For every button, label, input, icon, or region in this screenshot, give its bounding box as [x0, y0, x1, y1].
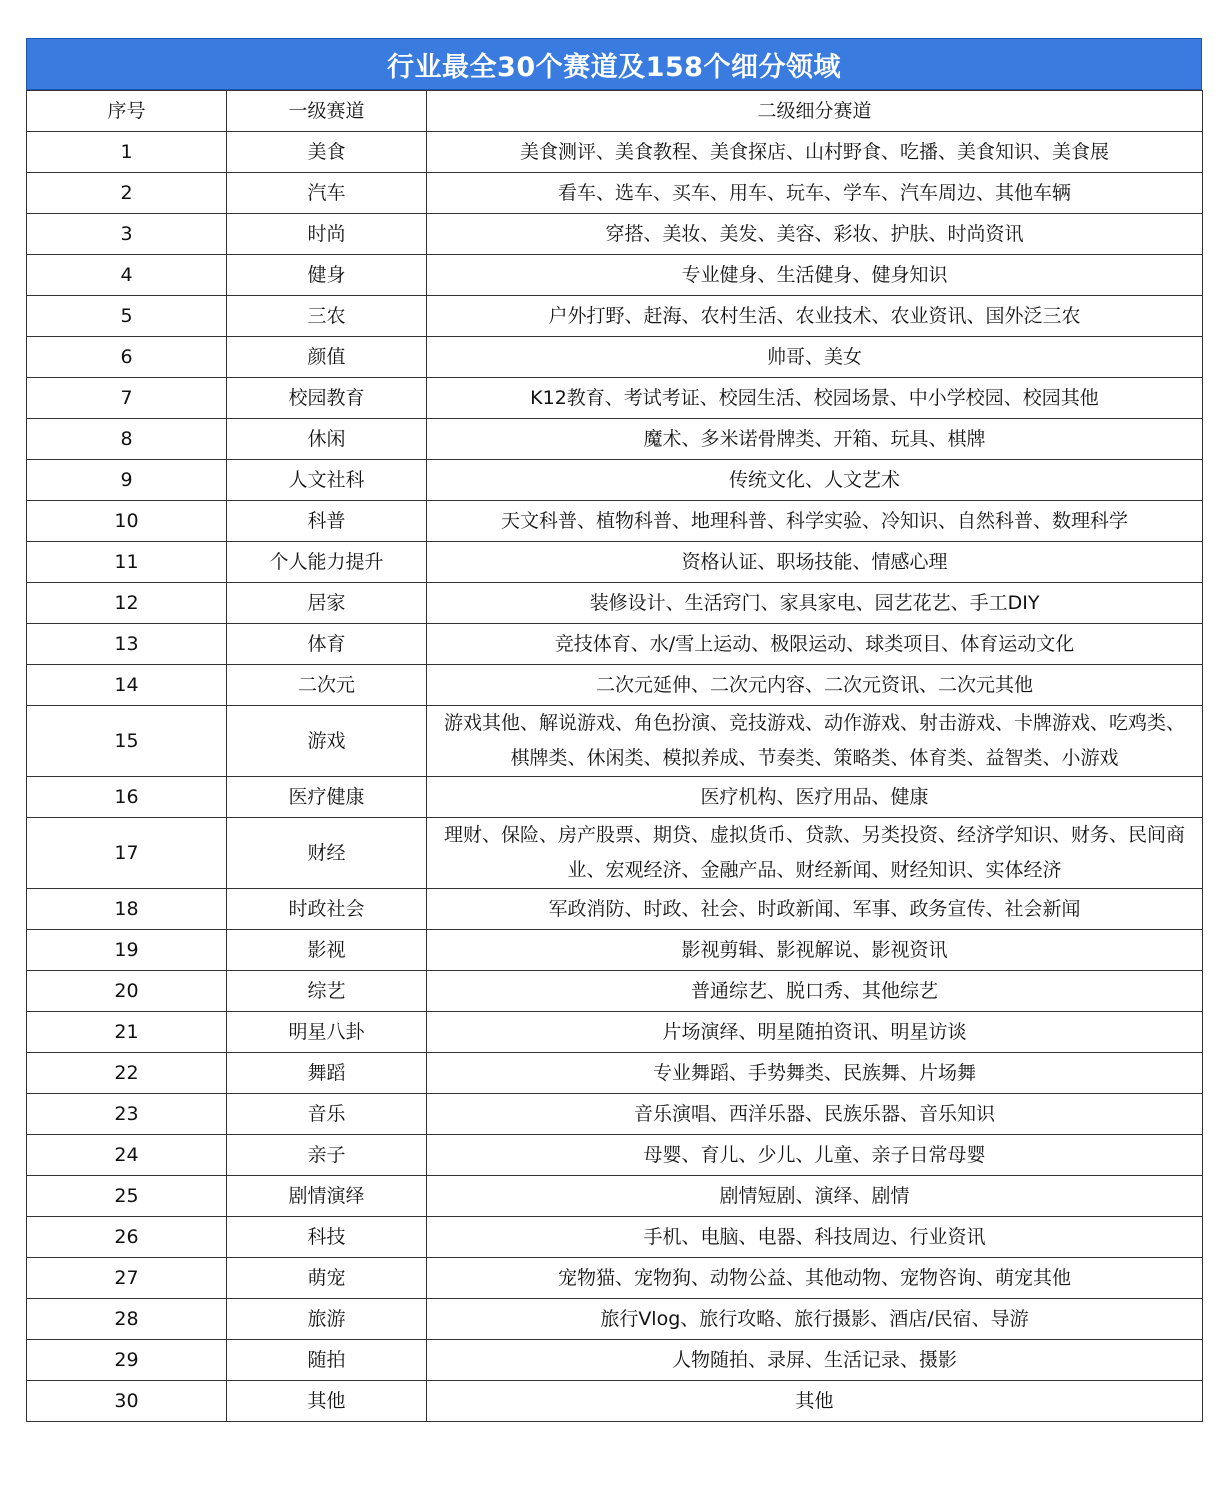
row-subtracks: 魔术、多米诺骨牌类、开箱、玩具、棋牌 — [427, 419, 1203, 460]
row-index: 30 — [27, 1381, 227, 1422]
header-track: 一级赛道 — [227, 91, 427, 132]
row-index: 6 — [27, 337, 227, 378]
row-subtracks: 其他 — [427, 1381, 1203, 1422]
row-index: 27 — [27, 1258, 227, 1299]
row-track: 明星八卦 — [227, 1012, 427, 1053]
row-track: 时政社会 — [227, 889, 427, 930]
row-track: 个人能力提升 — [227, 542, 427, 583]
row-track: 二次元 — [227, 665, 427, 706]
header-index: 序号 — [27, 91, 227, 132]
table-row — [27, 1135, 1203, 1176]
row-track: 财经 — [227, 818, 427, 889]
row-track: 人文社科 — [227, 460, 427, 501]
row-index: 4 — [27, 255, 227, 296]
row-subtracks: K12教育、考试考证、校园生活、校园场景、中小学校园、校园其他 — [427, 378, 1203, 419]
row-subtracks: 传统文化、人文艺术 — [427, 460, 1203, 501]
table-row — [27, 378, 1203, 419]
row-index: 2 — [27, 173, 227, 214]
row-index: 19 — [27, 930, 227, 971]
row-index: 3 — [27, 214, 227, 255]
row-subtracks: 手机、电脑、电器、科技周边、行业资讯 — [427, 1217, 1203, 1258]
header-subtrack: 二级细分赛道 — [427, 91, 1203, 132]
row-track: 舞蹈 — [227, 1053, 427, 1094]
row-track: 旅游 — [227, 1299, 427, 1340]
table-row — [27, 1012, 1203, 1053]
table-row — [27, 1176, 1203, 1217]
row-subtracks: 军政消防、时政、社会、时政新闻、军事、政务宣传、社会新闻 — [427, 889, 1203, 930]
table-row — [27, 818, 1203, 889]
row-track: 亲子 — [227, 1135, 427, 1176]
table-row — [27, 889, 1203, 930]
table-row — [27, 624, 1203, 665]
row-track: 游戏 — [227, 706, 427, 777]
row-subtracks: 旅行Vlog、旅行攻略、旅行摄影、酒店/民宿、导游 — [427, 1299, 1203, 1340]
row-subtracks: 宠物猫、宠物狗、动物公益、其他动物、宠物咨询、萌宠其他 — [427, 1258, 1203, 1299]
row-track: 体育 — [227, 624, 427, 665]
row-subtracks: 音乐演唱、西洋乐器、民族乐器、音乐知识 — [427, 1094, 1203, 1135]
row-subtracks: 二次元延伸、二次元内容、二次元资讯、二次元其他 — [427, 665, 1203, 706]
table-row — [27, 132, 1203, 173]
row-index: 22 — [27, 1053, 227, 1094]
row-track: 随拍 — [227, 1340, 427, 1381]
table-row — [27, 542, 1203, 583]
row-track: 健身 — [227, 255, 427, 296]
row-subtracks: 理财、保险、房产股票、期贷、虚拟货币、贷款、另类投资、经济学知识、财务、民间商业、宏观经济、金融产品、财经新闻、财经知识、实体经济 — [427, 818, 1203, 889]
category-table — [26, 38, 1202, 1422]
row-subtracks: 帅哥、美女 — [427, 337, 1203, 378]
table-row — [27, 706, 1203, 777]
row-subtracks: 片场演绎、明星随拍资讯、明星访谈 — [427, 1012, 1203, 1053]
row-index: 5 — [27, 296, 227, 337]
row-index: 18 — [27, 889, 227, 930]
row-track: 科技 — [227, 1217, 427, 1258]
row-index: 17 — [27, 818, 227, 889]
table-body — [27, 132, 1203, 1422]
row-subtracks: 医疗机构、医疗用品、健康 — [427, 777, 1203, 818]
row-track: 综艺 — [227, 971, 427, 1012]
row-subtracks: 专业舞蹈、手势舞类、民族舞、片场舞 — [427, 1053, 1203, 1094]
row-index: 11 — [27, 542, 227, 583]
row-subtracks: 影视剪辑、影视解说、影视资讯 — [427, 930, 1203, 971]
row-track: 影视 — [227, 930, 427, 971]
table-row — [27, 296, 1203, 337]
table-row — [27, 583, 1203, 624]
row-index: 24 — [27, 1135, 227, 1176]
row-track: 颜值 — [227, 337, 427, 378]
table-row — [27, 255, 1203, 296]
row-index: 15 — [27, 706, 227, 777]
row-track: 居家 — [227, 583, 427, 624]
row-index: 13 — [27, 624, 227, 665]
row-track: 医疗健康 — [227, 777, 427, 818]
row-track: 音乐 — [227, 1094, 427, 1135]
row-track: 其他 — [227, 1381, 427, 1422]
row-subtracks: 母婴、育儿、少儿、儿童、亲子日常母婴 — [427, 1135, 1203, 1176]
row-track: 美食 — [227, 132, 427, 173]
row-track: 时尚 — [227, 214, 427, 255]
table-row — [27, 460, 1203, 501]
row-index: 9 — [27, 460, 227, 501]
table-title: 行业最全30个赛道及158个细分领域 — [26, 38, 1202, 90]
table-row — [27, 337, 1203, 378]
row-subtracks: 穿搭、美妆、美发、美容、彩妆、护肤、时尚资讯 — [427, 214, 1203, 255]
row-track: 休闲 — [227, 419, 427, 460]
table-row — [27, 1340, 1203, 1381]
table-row — [27, 1053, 1203, 1094]
row-index: 21 — [27, 1012, 227, 1053]
row-index: 12 — [27, 583, 227, 624]
table-row — [27, 1258, 1203, 1299]
row-index: 20 — [27, 971, 227, 1012]
row-track: 汽车 — [227, 173, 427, 214]
row-subtracks: 游戏其他、解说游戏、角色扮演、竞技游戏、动作游戏、射击游戏、卡牌游戏、吃鸡类、棋牌类、休闲类、模拟养成、节奏类、策略类、体育类、益智类、小游戏 — [427, 706, 1203, 777]
row-index: 26 — [27, 1217, 227, 1258]
row-track: 萌宠 — [227, 1258, 427, 1299]
row-index: 10 — [27, 501, 227, 542]
row-index: 25 — [27, 1176, 227, 1217]
table-row — [27, 419, 1203, 460]
table-row — [27, 1217, 1203, 1258]
row-index: 16 — [27, 777, 227, 818]
header-row — [27, 91, 1203, 132]
table-row — [27, 971, 1203, 1012]
table-row — [27, 777, 1203, 818]
row-index: 29 — [27, 1340, 227, 1381]
row-track: 剧情演绎 — [227, 1176, 427, 1217]
row-index: 14 — [27, 665, 227, 706]
row-index: 8 — [27, 419, 227, 460]
row-subtracks: 装修设计、生活窍门、家具家电、园艺花艺、手工DIY — [427, 583, 1203, 624]
table-row — [27, 501, 1203, 542]
row-index: 7 — [27, 378, 227, 419]
data-table — [26, 90, 1203, 1422]
table-row — [27, 665, 1203, 706]
row-track: 科普 — [227, 501, 427, 542]
row-index: 1 — [27, 132, 227, 173]
table-row — [27, 1381, 1203, 1422]
row-subtracks: 剧情短剧、演绎、剧情 — [427, 1176, 1203, 1217]
row-index: 28 — [27, 1299, 227, 1340]
row-track: 三农 — [227, 296, 427, 337]
row-subtracks: 天文科普、植物科普、地理科普、科学实验、冷知识、自然科普、数理科学 — [427, 501, 1203, 542]
row-index: 23 — [27, 1094, 227, 1135]
row-track: 校园教育 — [227, 378, 427, 419]
table-row — [27, 214, 1203, 255]
row-subtracks: 专业健身、生活健身、健身知识 — [427, 255, 1203, 296]
table-row — [27, 173, 1203, 214]
row-subtracks: 普通综艺、脱口秀、其他综艺 — [427, 971, 1203, 1012]
table-row — [27, 1094, 1203, 1135]
row-subtracks: 竞技体育、水/雪上运动、极限运动、球类项目、体育运动文化 — [427, 624, 1203, 665]
row-subtracks: 资格认证、职场技能、情感心理 — [427, 542, 1203, 583]
row-subtracks: 户外打野、赶海、农村生活、农业技术、农业资讯、国外泛三农 — [427, 296, 1203, 337]
row-subtracks: 美食测评、美食教程、美食探店、山村野食、吃播、美食知识、美食展 — [427, 132, 1203, 173]
row-subtracks: 看车、选车、买车、用车、玩车、学车、汽车周边、其他车辆 — [427, 173, 1203, 214]
row-subtracks: 人物随拍、录屏、生活记录、摄影 — [427, 1340, 1203, 1381]
table-row — [27, 930, 1203, 971]
table-row — [27, 1299, 1203, 1340]
